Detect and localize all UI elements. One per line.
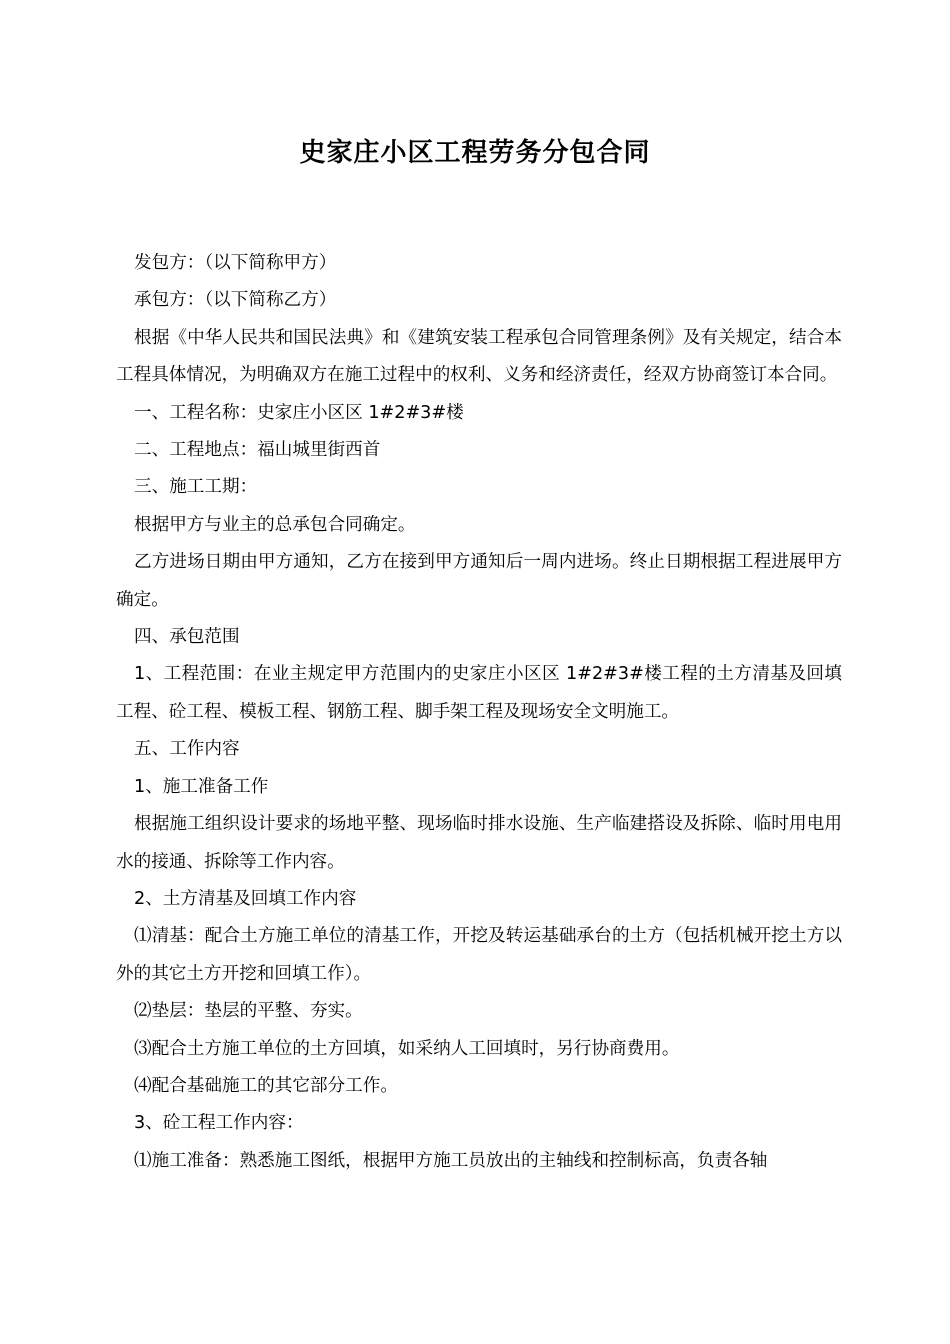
paragraph-period-basis: 根据甲方与业主的总承包合同确定。: [134, 514, 416, 535]
paragraph-concrete-item-1: ⑴施工准备：熟悉施工图纸，根据甲方施工员放出的主轴线和控制标高，负责各轴: [134, 1150, 768, 1171]
paragraph-earthwork-heading: 2、土方清基及回填工作内容: [134, 888, 357, 909]
paragraph-earthwork-item-2: ⑵垫层：垫层的平整、夯实。: [134, 1001, 363, 1022]
paragraph-entry-date: 乙方进场日期由甲方通知，乙方在接到甲方通知后一周内进场。终止日期根据工程进展甲方确定。: [116, 552, 842, 610]
paragraph-preamble: 根据《中华人民共和国民法典》和《建筑安装工程承包合同管理条例》及有关规定，结合本工程具体情况，为明确双方在施工过程中的权利、义务和经济责任，经双方协商签订本合同。: [116, 327, 842, 386]
paragraph-issuer: 发包方：（以下简称甲方）: [134, 253, 337, 273]
paragraph-scope-heading: 四、承包范围: [134, 627, 240, 648]
paragraph-project-name: 一、工程名称：史家庄小区区 1#2#3#楼: [134, 402, 464, 423]
paragraph-contractor: 承包方：（以下简称乙方）: [134, 290, 337, 311]
document-title: 史家庄小区工程劳务分包合同: [299, 138, 651, 168]
paragraph-project-location: 二、工程地点：福山城里街西首: [134, 440, 381, 461]
paragraph-earthwork-item-1: ⑴清基：配合土方施工单位的清基工作，开挖及转运基础承台的土方（包括机械开挖土方以外的其它土方开挖和回填工作）。: [116, 926, 842, 984]
paragraph-work-content-heading: 五、工作内容: [134, 739, 240, 760]
paragraph-preparation-detail: 根据施工组织设计要求的场地平整、现场临时排水设施、生产临建搭设及拆除、临时用电用水的接通、拆除等工作内容。: [116, 814, 842, 872]
paragraph-construction-period: 三、施工工期：: [134, 477, 258, 498]
paragraph-concrete-heading: 3、砼工程工作内容：: [134, 1113, 304, 1134]
paragraph-scope-detail: 1、工程范围：在业主规定甲方范围内的史家庄小区区 1#2#3#楼工程的土方清基及回填工程、砼工程、模板工程、钢筋工程、脚手架工程及现场安全文明施工。: [116, 664, 842, 722]
paragraph-earthwork-item-4: ⑷配合基础施工的其它部分工作。: [134, 1075, 398, 1096]
paragraph-preparation-heading: 1、施工准备工作: [134, 776, 269, 797]
document-body: [116, 245, 842, 1180]
paragraph-earthwork-item-3: ⑶配合土方施工单位的土方回填，如采纳人工回填时，另行协商费用。: [134, 1038, 680, 1059]
